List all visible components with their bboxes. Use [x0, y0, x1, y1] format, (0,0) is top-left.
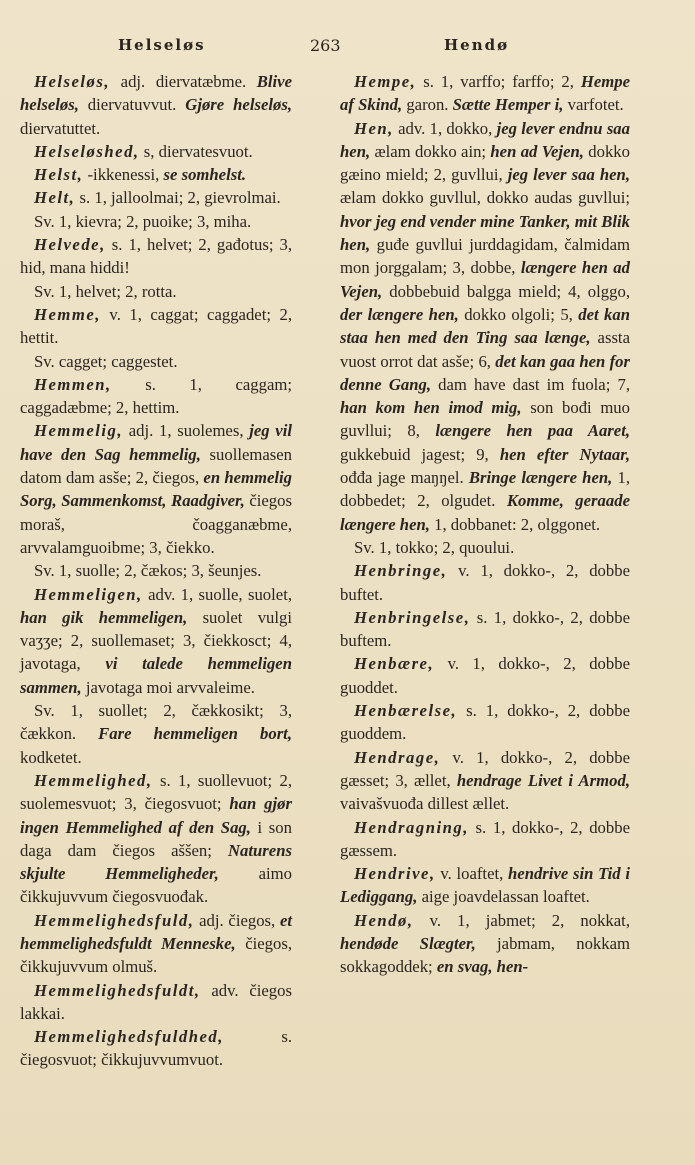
dictionary-entry [340, 816, 630, 863]
example-phrase: hen ad Vejen, [490, 141, 584, 161]
definition-text: adj. 1, suolemes, [123, 421, 250, 441]
definition-text: guđe guvllui jurddagidam, čalmidam mon jorggalam; 3, dobbe, [340, 235, 630, 278]
example-phrase: hen efter Nytaar, [499, 444, 630, 464]
example-phrase: længere hen ad Vejen, [340, 258, 630, 301]
headword: Hemmelig, [34, 421, 124, 441]
dictionary-entry [20, 769, 292, 909]
example-phrase: se somhelst. [163, 165, 247, 185]
definition-text: s. 1, suollevuot; 2, suolemesvuot; 3, čiegosvuot; [20, 770, 292, 814]
definition-text: v. loaftet, [435, 864, 508, 884]
definition-text: ælam dokko ain; [370, 141, 491, 161]
definition-text: suollemasen datom dam asše; 2, čiegos, [20, 444, 293, 488]
example-phrase: han gik hemmeligen, [20, 607, 188, 627]
headword: Hemmelighedsfuld, [34, 910, 195, 930]
dictionary-entry [340, 862, 630, 909]
definition-text: gukkebuid jagest; 9, [340, 444, 500, 464]
definition-text: Sv. 1, helvet; 2, rotta. [34, 281, 177, 301]
example-phrase: det kan gaa hen for denne Gang, [340, 351, 630, 394]
swedish-equivalent [20, 559, 292, 582]
dictionary-entry [20, 186, 292, 209]
example-phrase: jeg lever saa hen, [507, 165, 630, 185]
definition-text: adv. čiegos lakkai. [20, 980, 292, 1023]
definition-text: jabmam, nokkam sokkagoddek; [340, 933, 630, 977]
example-phrase: der længere hen, [340, 304, 459, 324]
headword: Hemme, [34, 304, 101, 324]
definition-text: son bođi muo guvllui; 8, [340, 398, 630, 441]
swedish-equivalent [20, 210, 292, 233]
dictionary-entry [20, 303, 292, 350]
dictionary-entry [20, 1025, 292, 1072]
right-column [340, 70, 630, 979]
dictionary-entry [20, 70, 292, 140]
headword: Helvede, [34, 235, 106, 255]
definition-text: garon. [402, 95, 453, 115]
headword: Hemmen, [34, 374, 112, 394]
headword: Hempe, [354, 72, 417, 91]
definition-text: vaivašvuođa dillest ællet. [340, 794, 510, 814]
swedish-equivalent [20, 699, 292, 769]
definition-text: Sv. 1, kievra; 2, puoike; 3, miha. [34, 211, 252, 231]
definition-text: v. 1, jabmet; 2, nokkat, [413, 910, 630, 930]
headword: Helseløs, [34, 72, 111, 91]
definition-text: Sv. 1, suollet; 2, čækkosikt; 3, čækkon. [20, 701, 292, 744]
definition-text: dokko gæino mield; 2, guvllui, [340, 141, 630, 185]
definition-text: 1, dobbanet: 2, olggonet. [429, 514, 601, 534]
headword: Henbringe, [354, 561, 448, 581]
headword: Helseløshed, [34, 141, 140, 161]
dictionary-entry [340, 699, 630, 746]
definition-text: s. 1, dokko-, 2, dobbe guoddem. [340, 701, 630, 744]
example-phrase: hendøde Slægter, [340, 933, 476, 953]
example-phrase: et hemmelighedsfuldt Menneske, [20, 910, 292, 953]
headword: Hemmelighedsfuldhed, [34, 1027, 224, 1047]
definition-text: adv. 1, dokko, [393, 118, 497, 138]
headword: Helt, [34, 188, 76, 208]
example-phrase: hendrive sin Tid i Lediggang, [340, 864, 630, 907]
header-left-word: Helseløs [118, 36, 206, 54]
definition-text: -ikkenessi, [83, 165, 164, 185]
definition-text: dam have dast im fuola; 7, [431, 374, 630, 394]
headword: Hendø, [354, 910, 414, 930]
example-phrase: en hemmelig Sorg, Sammenkomst, Raadgiver, [20, 468, 293, 511]
example-phrase: vi talede hemmeligen sammen, [20, 654, 292, 697]
definition-text: diervatuvvut. [78, 95, 186, 115]
left-column [20, 70, 292, 1072]
page-number: 263 [310, 36, 341, 55]
definition-text: s. 1, helvet; 2, gađotus; 3, hid, mana hiddi! [20, 235, 292, 278]
headword: Hendragning, [354, 817, 469, 837]
example-phrase: Fare hemmeligen bort, [98, 724, 292, 744]
example-phrase: hendrage Livet i Armod, [456, 770, 630, 790]
definition-text: aige joavdelassan loaftet. [417, 887, 590, 907]
dictionary-entry [340, 559, 630, 606]
example-phrase: Hempe af Skind, [340, 72, 630, 115]
headword: Hemmeligen, [34, 584, 143, 604]
dictionary-entry [340, 117, 630, 536]
headword: Henbærelse, [354, 701, 458, 721]
headword: Hendrive, [354, 864, 436, 884]
example-phrase: han gjør ingen Hemmelighed af den Sag, [20, 794, 292, 837]
swedish-equivalent [20, 280, 292, 303]
definition-text: s, diervatesvuot. [139, 141, 253, 161]
definition-text: čiegos moraš, čoagganæbme, arvvalamguoibme; 3, čiekko. [20, 491, 292, 557]
definition-text: assta vuost orrot dat asše; 6, [340, 328, 630, 371]
definition-text: Sv. 1, suolle; 2, čækos; 3, šeunjes. [34, 561, 262, 581]
example-phrase: jeg vil have den Sag hemmelig, [20, 421, 292, 464]
example-phrase: Komme, geraade længere hen, [340, 491, 630, 534]
running-header [0, 36, 695, 60]
headword: Henbringelse, [354, 607, 471, 627]
dictionary-entry [340, 606, 630, 653]
swedish-equivalent [20, 350, 292, 373]
definition-text: adv. 1, suolle, suolet, [142, 584, 292, 604]
dictionary-entry [20, 419, 292, 559]
header-right-word: Hendø [444, 36, 510, 54]
definition-text: s. 1, jalloolmai; 2, gievrolmai. [75, 188, 281, 208]
dictionary-entry [20, 583, 292, 699]
definition-text: aimo čikkujuvvum čiegosvuođak. [20, 864, 292, 907]
definition-text: v. 1, dokko-, 2, dobbe guoddet. [340, 654, 630, 697]
definition-text: 1, dobbedet; 2, olgudet. [340, 468, 631, 511]
definition-text: suolet vulgi vaʒʒe; 2, suollemaset; 3, čiekkosct; 4, javotaga, [20, 607, 292, 674]
definition-text: v. 1, dokko-, 2, dobbe buftet. [340, 561, 630, 604]
headword: Hen, [354, 118, 394, 138]
dictionary-entry [20, 140, 292, 163]
example-phrase: længere hen paa Aaret, [435, 421, 630, 441]
dictionary-entry [20, 233, 292, 280]
definition-text: dokko olgoli; 5, [458, 304, 579, 324]
example-phrase: Bringe længere hen, [468, 468, 613, 488]
definition-text: v. 1, caggat; caggadet; 2, hettit. [20, 304, 292, 348]
definition-text: dobbebuid balgga mield; 4, olggo, [382, 281, 630, 301]
definition-text: s. 1, caggam; caggadæbme; 2, hettim. [20, 374, 292, 418]
example-phrase: Naturens skjulte Hemmeligheder, [20, 840, 292, 884]
dictionary-entry [20, 909, 292, 979]
definition-text: s. 1, dokko-, 2, dobbe gæssem. [340, 817, 630, 860]
headword: Helst, [34, 165, 84, 185]
definition-text: varfotet. [563, 95, 624, 115]
definition-text: s. čiegosvuot; čikkujuvvumvuot. [20, 1027, 292, 1070]
dictionary-entry [340, 909, 630, 979]
headword: Henbære, [354, 654, 435, 674]
dictionary-entry [20, 979, 292, 1026]
definition-text: kodketet. [20, 747, 82, 767]
definition-text: adj. diervatæbme. [110, 72, 257, 91]
dictionary-entry [20, 163, 292, 186]
definition-text: ođđa jage maŋŋel. [340, 468, 469, 488]
dictionary-entry [340, 70, 630, 117]
example-phrase: jeg lever endnu saa hen, [340, 118, 630, 161]
definition-text: i son daga dam čiegos aššen; [20, 817, 292, 860]
definition-text: adj. čiegos, [194, 910, 280, 930]
example-phrase: han kom hen imod mig, [340, 398, 522, 418]
definition-text: javotaga moi arvvaleime. [81, 677, 255, 697]
headword: Hemmelighed, [34, 770, 153, 790]
example-phrase: Gjøre helseløs, [185, 95, 293, 115]
definition-text: Sv. 1, tokko; 2, quoului. [354, 537, 515, 557]
definition-text: čiegos, čikkujuvvum olmuš. [20, 933, 292, 977]
example-phrase: Sætte Hemper i, [452, 95, 564, 115]
swedish-equivalent [340, 536, 630, 559]
definition-text: ælam dokko guvllul, dokko audas guvllui; [340, 188, 630, 208]
example-phrase: det kan staa hen med den Ting saa længe, [340, 304, 630, 348]
definition-text: s. 1, dokko-, 2, dobbe buftem. [340, 607, 630, 651]
headword: Hemmelighedsfuldt, [34, 980, 201, 1000]
headword: Hendrage, [354, 747, 441, 767]
definition-text: v. 1, dokko-, 2, dobbe gæsset; 3, ællet, [340, 747, 630, 790]
definition-text: s. 1, varffo; farffo; 2, [416, 72, 581, 91]
example-phrase: en svag, hen- [436, 957, 529, 977]
definition-text: diervatuttet. [20, 118, 101, 138]
dictionary-entry [340, 746, 630, 816]
dictionary-entry [20, 373, 292, 420]
example-phrase: Blive helseløs, [20, 72, 292, 115]
example-phrase: hvor jeg end vender mine Tanker, mit Blik hen, [340, 211, 630, 255]
dictionary-entry [340, 652, 630, 699]
definition-text: Sv. cagget; caggestet. [34, 351, 178, 371]
